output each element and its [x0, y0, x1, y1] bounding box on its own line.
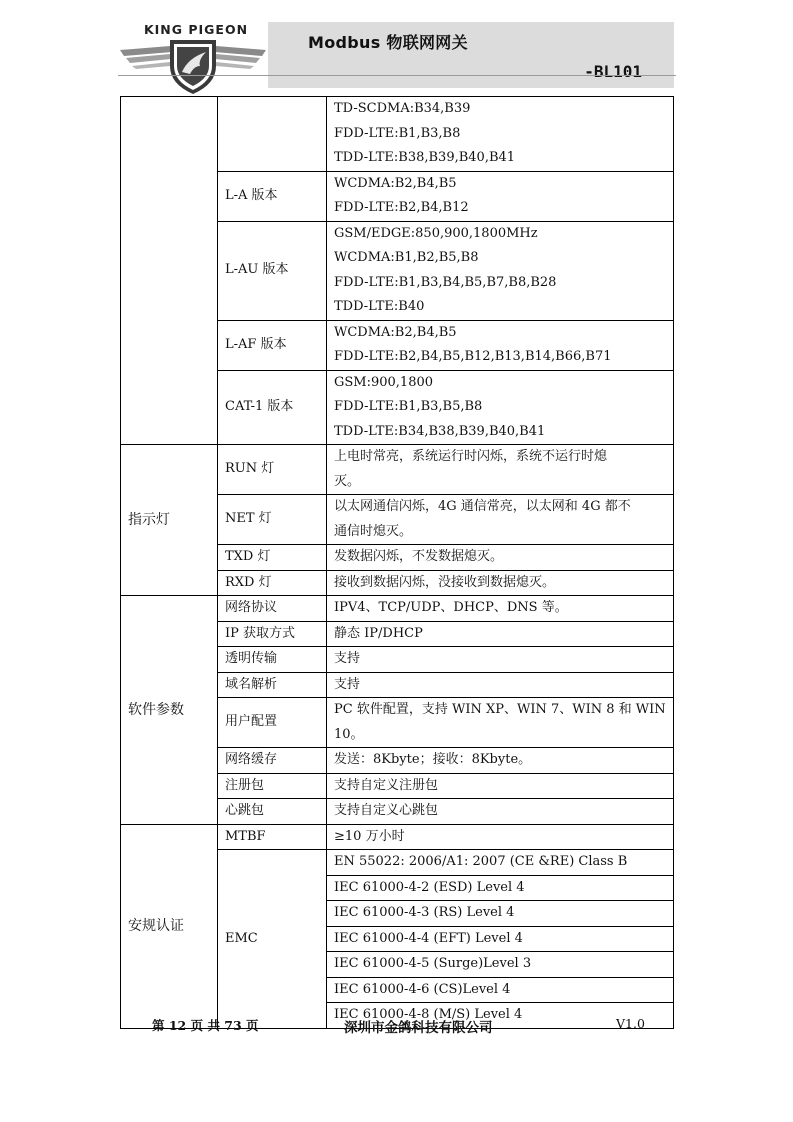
- label-cell: L-AF 版本: [218, 320, 327, 370]
- value-cell: 发送：8Kbyte；接收：8Kbyte。: [327, 748, 674, 774]
- table-row: [121, 596, 674, 622]
- label-cell: 用户配置: [218, 698, 327, 748]
- label-cell: IP 获取方式: [218, 621, 327, 647]
- label-cell: L-AU 版本: [218, 221, 327, 320]
- label-cell: 心跳包: [218, 799, 327, 825]
- value-cell: GSM/EDGE:850,900,1800MHz WCDMA:B1,B2,B5,B8 FDD-LTE:B1,B3,B4,B5,B7,B8,B28 TDD-LTE:B40: [327, 221, 674, 320]
- label-cell: 透明传输: [218, 647, 327, 673]
- category-cell: 安规认证: [121, 824, 218, 1028]
- company-logo: [118, 18, 268, 94]
- value-cell: 支持: [327, 647, 674, 673]
- value-cell: 静态 IP/DHCP: [327, 621, 674, 647]
- value-cell: IEC 61000-4-4 (EFT) Level 4: [327, 926, 674, 952]
- label-cell: RXD 灯: [218, 570, 327, 596]
- label-cell: 网络协议: [218, 596, 327, 622]
- value-cell: IEC 61000-4-6 (CS)Level 4: [327, 977, 674, 1003]
- label-cell: NET 灯: [218, 495, 327, 545]
- label-cell: MTBF: [218, 824, 327, 850]
- value-cell: IEC 61000-4-8 (M/S) Level 4: [327, 1003, 674, 1029]
- label-cell: L-A 版本: [218, 171, 327, 221]
- label-cell: EMC: [218, 850, 327, 1029]
- value-cell: ≥10 万小时: [327, 824, 674, 850]
- value-cell: 支持自定义注册包: [327, 773, 674, 799]
- table-row: [121, 97, 674, 172]
- brand-name: KING PIGEON: [143, 22, 249, 37]
- value-cell: 支持自定义心跳包: [327, 799, 674, 825]
- label-cell: 注册包: [218, 773, 327, 799]
- table-row: [121, 824, 674, 850]
- value-cell: PC 软件配置，支持 WIN XP、WIN 7、WIN 8 和 WIN 10。: [327, 698, 674, 748]
- value-cell: IEC 61000-4-5 (Surge)Level 3: [327, 952, 674, 978]
- category-cell: 软件参数: [121, 596, 218, 825]
- value-cell: 以太网通信闪烁，4G 通信常亮，以太网和 4G 都不 通信时熄灭。: [327, 495, 674, 545]
- model-number: -BL101: [584, 62, 642, 81]
- label-cell: TXD 灯: [218, 545, 327, 571]
- document-version: V1.0: [616, 1016, 645, 1031]
- value-cell: EN 55022: 2006/A1: 2007 (CE &RE) Class B: [327, 850, 674, 876]
- value-cell: WCDMA:B2,B4,B5 FDD-LTE:B2,B4,B5,B12,B13,B14,B66,B71: [327, 320, 674, 370]
- label-cell: [218, 97, 327, 172]
- company-name: 深圳市金鸽科技有限公司: [344, 1020, 493, 1036]
- label-cell: 域名解析: [218, 672, 327, 698]
- label-cell: RUN 灯: [218, 445, 327, 495]
- spec-table: [120, 96, 674, 1029]
- category-cell: [121, 97, 218, 445]
- pigeon-shield-icon: [118, 36, 268, 96]
- page-number: 第 12 页 共 73 页: [152, 1018, 259, 1033]
- value-cell: IPV4、TCP/UDP、DHCP、DNS 等。: [327, 596, 674, 622]
- table-row: [121, 445, 674, 495]
- value-cell: GSM:900,1800 FDD-LTE:B1,B3,B5,B8 TDD-LTE:B34,B38,B39,B40,B41: [327, 370, 674, 445]
- value-cell: IEC 61000-4-3 (RS) Level 4: [327, 901, 674, 927]
- value-cell: IEC 61000-4-2 (ESD) Level 4: [327, 875, 674, 901]
- category-cell: 指示灯: [121, 445, 218, 596]
- value-cell: 支持: [327, 672, 674, 698]
- value-cell: 发数据闪烁，不发数据熄灭。: [327, 545, 674, 571]
- document-title: Modbus 物联网网关: [308, 33, 468, 52]
- header-divider: [118, 75, 676, 76]
- header-banner: [268, 22, 674, 88]
- value-cell: 接收到数据闪烁，没接收到数据熄灭。: [327, 570, 674, 596]
- label-cell: CAT-1 版本: [218, 370, 327, 445]
- label-cell: 网络缓存: [218, 748, 327, 774]
- value-cell: 上电时常亮，系统运行时闪烁，系统不运行时熄 灭。: [327, 445, 674, 495]
- value-cell: WCDMA:B2,B4,B5 FDD-LTE:B2,B4,B12: [327, 171, 674, 221]
- value-cell: TD-SCDMA:B34,B39 FDD-LTE:B1,B3,B8 TDD-LTE:B38,B39,B40,B41: [327, 97, 674, 172]
